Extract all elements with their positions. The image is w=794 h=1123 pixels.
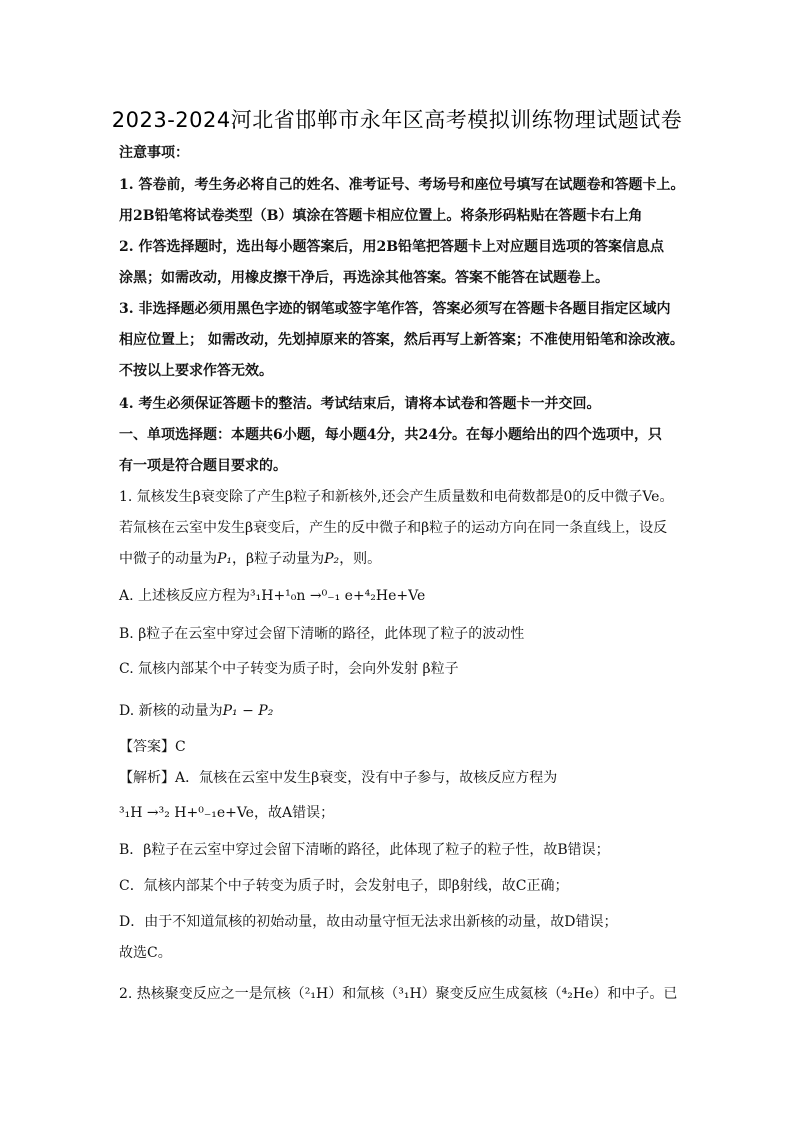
q1-analysis [119, 768, 557, 788]
notice-line: 1. 答卷前，考生务必将自己的姓名、准考证号、考场号和座位号填写在试题卷和答题卡上。 [119, 177, 685, 193]
q1-option-c: C. 氚核内部某个中子转变为质子时，会向外发射 β粒子 [119, 661, 459, 677]
notice-line: 4. 考生必须保证答题卡的整洁。考试结束后，请将本试卷和答题卡一并交回。 [119, 396, 601, 412]
momentum-p1: P₁ [217, 551, 233, 567]
analysis-equation-tail: ，故A错误； [253, 805, 335, 821]
option-d-equation: P₁ − P₂ [222, 703, 274, 719]
q2-stem-line: 2. 热核聚变反应之一是氘核（²₁H）和氚核（³₁H）聚变反应生成氦核（⁴₂He）和中子。已 [119, 986, 678, 1002]
q1-stem-line: 1. 氚核发生β衰变除了产生β粒子和新核外,还会产生质量数和电荷数都是0的反中微子Ve。 [119, 489, 674, 505]
q1-analysis-equation [119, 803, 334, 823]
q1-analysis-b: B．β粒子在云室中穿过会留下清晰的路径，此体现了粒子的粒子性，故B错误； [119, 842, 610, 858]
notice-heading: 注意事项： [119, 145, 189, 161]
notice-line: 不按以上要求作答无效。 [119, 363, 273, 379]
section-heading: 一、单项选择题：本题共6小题，每小题4分，共24分。在每小题给出的四个选项中，只 [119, 427, 662, 443]
q1-option-a [119, 586, 425, 606]
answer-value: C [175, 739, 186, 755]
q1-analysis-d: D．由于不知道氚核的初始动量，故由动量守恒无法求出新核的动量，故D错误； [119, 914, 618, 930]
analysis-label: 【解析】 [119, 770, 175, 786]
momentum-p2: P₂ [324, 551, 340, 567]
q1-conclusion: 故选C。 [119, 945, 172, 961]
analysis-text: A．氚核在云室中发生β衰变，没有中子参与，故核反应方程为 [175, 770, 558, 786]
option-d-text: D. 新核的动量为 [119, 703, 223, 719]
q1-stem-line [119, 549, 381, 569]
q1-answer [119, 737, 186, 757]
q1-stem-text: 中微子的动量为 [119, 551, 217, 567]
q1-analysis-c: C．氚核内部某个中子转变为质子时，会发射电子，即β射线，故C正确； [119, 878, 569, 894]
answer-label: 【答案】 [119, 739, 175, 755]
q1-option-b: B. β粒子在云室中穿过会留下清晰的路径，此体现了粒子的波动性 [119, 626, 525, 642]
analysis-equation: ³₁H →³₂ H+⁰₋₁e+Ve [119, 805, 254, 821]
q1-stem-text: ，则。 [339, 551, 382, 567]
notice-line: 相应位置上； 如需改动，先划掉原来的答案，然后再写上新答案；不准使用铅笔和涂改液。 [119, 332, 684, 348]
notice-line: 涂黑；如需改动，用橡皮擦干净后，再选涂其他答案。答案不能答在试题卷上。 [119, 270, 609, 286]
option-a-equation: ³₁H+¹₀n →⁰₋₁ e+⁴₂He+Ve [250, 588, 426, 604]
q1-stem-text: ，β粒子动量为 [232, 551, 325, 567]
section-heading: 有一项是符合题目要求的。 [119, 458, 287, 474]
q1-option-d [119, 701, 273, 721]
notice-line: 用2B铅笔将试卷类型（B）填涂在答题卡相应位置上。将条形码粘贴在答题卡右上角 [119, 208, 643, 224]
option-a-text: A. 上述核反应方程为 [119, 588, 251, 604]
page-title: 2023-2024河北省邯郸市永年区高考模拟训练物理试题试卷 [111, 108, 683, 132]
q1-stem-line: 若氚核在云室中发生β衰变后，产生的反中微子和β粒子的运动方向在同一条直线上，设反 [119, 520, 668, 536]
notice-line: 2. 作答选择题时，选出每小题答案后，用2B铅笔把答题卡上对应题目选项的答案信息点 [119, 239, 665, 255]
notice-line: 3. 非选择题必须用黑色字迹的钢笔或签字笔作答，答案必须写在答题卡各题目指定区域内 [119, 301, 671, 317]
